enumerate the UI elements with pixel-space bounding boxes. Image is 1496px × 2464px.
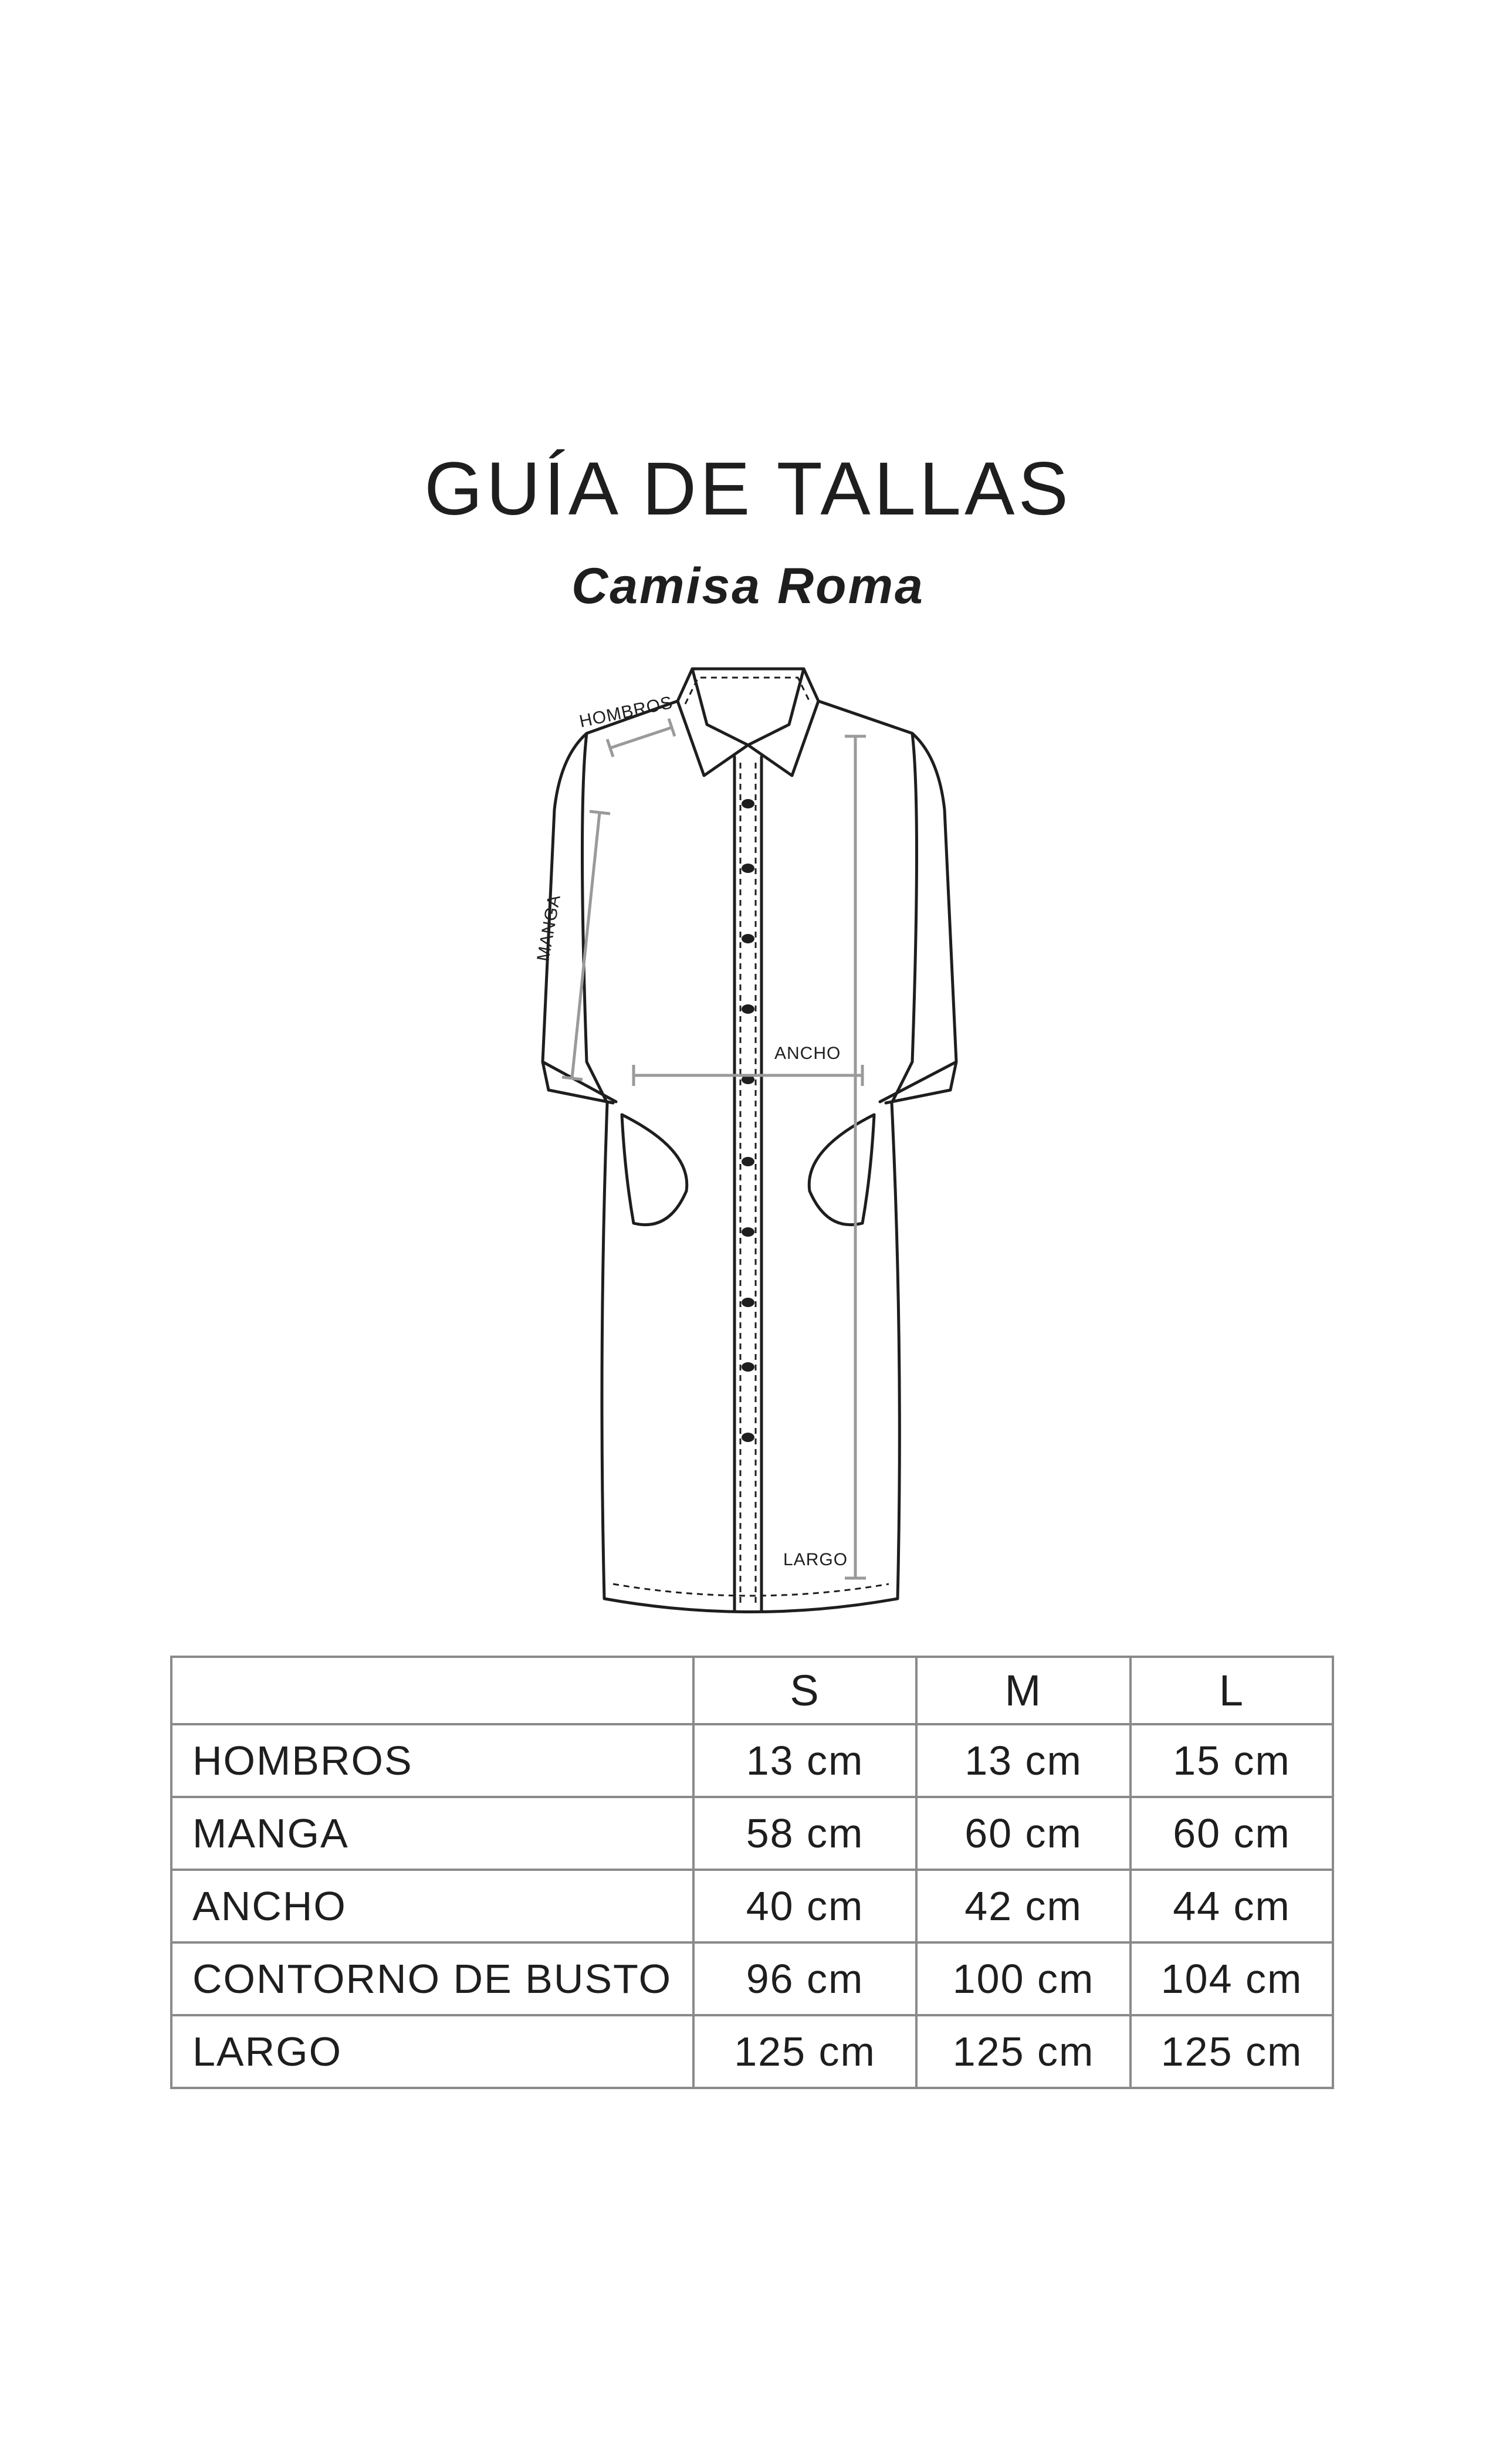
length-label: LARGO	[783, 1550, 848, 1569]
width-label: ANCHO	[774, 1044, 841, 1063]
button	[742, 799, 754, 808]
cell-value: 15 cm	[1131, 1724, 1333, 1797]
cell-value: 96 cm	[693, 1942, 916, 2015]
cell-value: 42 cm	[916, 1870, 1131, 1942]
cell-value: 60 cm	[916, 1797, 1131, 1870]
button	[742, 1157, 754, 1166]
cell-value: 13 cm	[693, 1724, 916, 1797]
button	[742, 1004, 754, 1014]
size-header-l: L	[1131, 1657, 1333, 1724]
shoulders-label: HOMBROS	[577, 692, 675, 732]
placket-stitching	[740, 763, 756, 1605]
size-header-s: S	[693, 1657, 916, 1724]
page-title: GUÍA DE TALLAS	[424, 447, 1072, 531]
cell-value: 13 cm	[916, 1724, 1131, 1797]
collar-outline	[678, 669, 818, 776]
left-pocket-outline	[622, 1115, 687, 1225]
empty-header-cell	[171, 1657, 693, 1724]
row-label: CONTORNO DE BUSTO	[171, 1942, 693, 2015]
table-row	[171, 1870, 1333, 1942]
table-row	[171, 1797, 1333, 1870]
row-label: ANCHO	[171, 1870, 693, 1942]
cell-value: 40 cm	[693, 1870, 916, 1942]
cell-value: 125 cm	[1131, 2015, 1333, 2088]
garment-body-outline	[583, 701, 917, 1612]
row-label: LARGO	[171, 2015, 693, 2088]
size-header-m: M	[916, 1657, 1131, 1724]
size-chart-table	[170, 1656, 1334, 2089]
cell-value: 104 cm	[1131, 1942, 1333, 2015]
collar-stitching	[685, 678, 811, 704]
cell-value: 100 cm	[916, 1942, 1131, 2015]
length-measure-line	[845, 736, 866, 1578]
button	[742, 934, 754, 943]
row-label: HOMBROS	[171, 1724, 693, 1797]
right-pocket-outline	[809, 1115, 874, 1225]
collar-stand	[692, 669, 804, 745]
hem-stitching	[613, 1584, 889, 1596]
button	[742, 864, 754, 873]
button	[742, 1362, 754, 1372]
cell-value: 60 cm	[1131, 1797, 1333, 1870]
button	[742, 1298, 754, 1307]
table-row	[171, 2015, 1333, 2088]
size-header-row	[171, 1657, 1333, 1724]
cell-value: 125 cm	[916, 2015, 1131, 2088]
button	[742, 1433, 754, 1442]
right-sleeve-outline	[880, 733, 956, 1102]
table-row	[171, 1724, 1333, 1797]
sleeve-label: MANGA	[533, 893, 564, 963]
button	[742, 1227, 754, 1237]
product-name: Camisa Roma	[571, 558, 925, 614]
button-placket	[735, 757, 761, 1610]
table-row	[171, 1942, 1333, 2015]
shoulders-measure-line	[607, 719, 675, 757]
cell-value: 58 cm	[693, 1797, 916, 1870]
row-label: MANGA	[171, 1797, 693, 1870]
cell-value: 125 cm	[693, 2015, 916, 2088]
cell-value: 44 cm	[1131, 1870, 1333, 1942]
